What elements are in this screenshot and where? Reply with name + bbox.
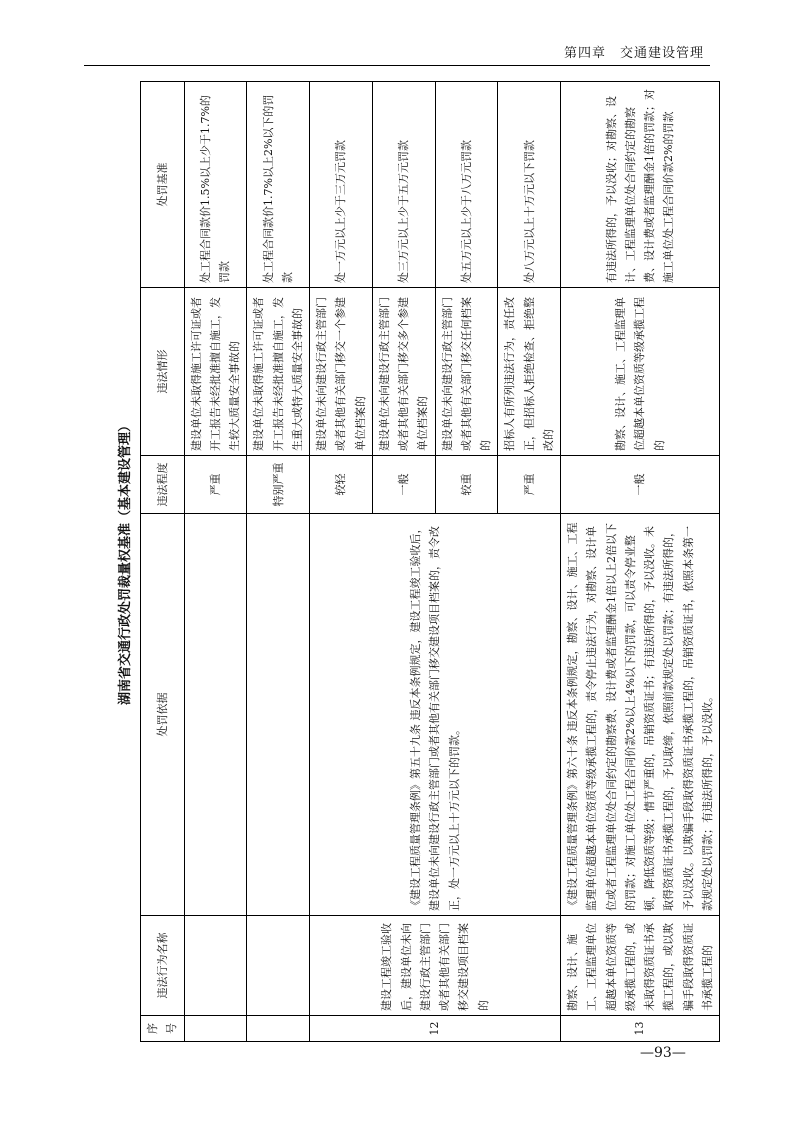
- cell-standard: 处八万元以上十万元以下罚款: [498, 82, 561, 288]
- cell-degree: 严重: [498, 456, 561, 514]
- page-number: —93—: [640, 1045, 686, 1061]
- cell-basis: [184, 514, 247, 916]
- cell-no: 12: [310, 1016, 561, 1042]
- page-header: [84, 38, 710, 66]
- table-header-row: [141, 82, 185, 1042]
- table-row: [184, 82, 247, 1042]
- header-rule: [84, 65, 710, 66]
- cell-name: [247, 916, 310, 1016]
- col-header-name: 违法行为名称: [141, 916, 185, 1016]
- table-row: [310, 82, 373, 1042]
- cell-standard: 处五万元以上少于八万元罚款: [435, 82, 498, 288]
- penalty-table: [140, 81, 720, 1042]
- cell-standard: 处一万元以上少于三万元罚款: [310, 82, 373, 288]
- cell-degree: 严重: [184, 456, 247, 514]
- cell-basis: [247, 514, 310, 916]
- cell-situation: 建设单位未取得施工许可证或者开工报告未经批准擅自施工，发生较大质量安全事故的: [184, 288, 247, 456]
- cell-standard: 处工程合同款价1.5%以上少于1.7%的罚款: [184, 82, 247, 288]
- cell-degree: 较重: [435, 456, 498, 514]
- cell-situation: 建设单位未向建设行政主管部门或者其他有关部门移交多个参建单位档案的: [372, 288, 435, 456]
- cell-degree: 一般: [561, 456, 720, 514]
- cell-name: [184, 916, 247, 1016]
- cell-name: 建设工程竣工验收后，建设单位未向建设行政主管部门或者其他有关部门移交建设项目档案的: [310, 916, 561, 1016]
- cell-no: [184, 1016, 247, 1042]
- cell-degree: 特别严重: [247, 456, 310, 514]
- col-header-no: 序号: [141, 1016, 185, 1042]
- table-row: [561, 82, 720, 1042]
- cell-no: [247, 1016, 310, 1042]
- cell-no: 13: [561, 1016, 720, 1042]
- cell-standard: 有违法所得的，予以没收；对勘察、设计、工程监理单位处合同约定的勘察费、设计费或者监理酬金1倍的罚款；对施工单位处工程合同价款2%的罚款: [561, 82, 720, 288]
- cell-degree: 一般: [372, 456, 435, 514]
- cell-situation: 建设单位未向建设行政主管部门或者其他有关部门移交一个参建单位档案的: [310, 288, 373, 456]
- col-header-basis: 处罚依据: [141, 514, 185, 916]
- cell-standard: 处三万元以上少于五万元罚款: [372, 82, 435, 288]
- rotated-table-block: [112, 82, 717, 1042]
- table-title: 湖南省交通行政处罚裁量权基准（基本建设管理）: [118, 419, 133, 706]
- cell-situation: 建设单位未向建设行政主管部门或者其他有关部门移交任何档案的: [435, 288, 498, 456]
- cell-basis: 《建设工程质量管理条例》第五十九条 违反本条例规定，建设工程竣工验收后，建设单位未向建设行政主管部门或者其他有关部门移交建设项目档案的，责令改正，处一万元以上十万元以下的罚款。: [310, 514, 561, 916]
- col-header-situation: 违法情形: [141, 288, 185, 456]
- chapter-title: 第四章 交通建设管理: [563, 46, 704, 61]
- cell-situation: 勘察、设计、施工、工程监理单位超越本单位资质等级承揽工程的: [561, 288, 720, 456]
- col-header-degree: 违法程度: [141, 456, 185, 514]
- cell-name: 勘察、设计、施工、工程监理单位超越本单位资质等级承揽工程的，或未取得资质证书承揽工程的，或以欺骗手段取得资质证书承揽工程的: [561, 916, 720, 1016]
- cell-situation: 建设单位未取得施工许可证或者开工报告未经批准擅自施工，发生重大或特大质量安全事故的: [247, 288, 310, 456]
- col-header-standard: 处罚基准: [141, 82, 185, 288]
- table-row: [247, 82, 310, 1042]
- cell-basis: 《建设工程质量管理条例》第六十条 违反本条例规定，勘察、设计、施工、工程监理单位超越本单位资质等级承揽工程的，责令停止违法行为，对勘察、设计单位或者工程监理单位处合同约定的勘察费、设计费或者监理酬金1倍以上2倍以下的罚款；对施工单位处工程合同价款2%以上4%以下的罚款，可以责令停业整顿，降低资质等级；情节严重的，吊销资质证书；有违法所得的，予以没收。未取得资质证书承揽工程的，予以取缔，依照前款规定处以罚款；有违法所得的，予以没收。以欺骗手段取得资质证书承揽工程的，吊销资质证书，依照本条第一款规定处以罚款；有违法所得的，予以没收。: [561, 514, 720, 916]
- cell-degree: 较轻: [310, 456, 373, 514]
- cell-situation: 招标人有所列违法行为，责任改正，但招标人拒绝检查、拒绝整改的: [498, 288, 561, 456]
- cell-standard: 处工程合同款价1.7%以上2%以下的罚款: [247, 82, 310, 288]
- rotated-table-area: [112, 82, 717, 1042]
